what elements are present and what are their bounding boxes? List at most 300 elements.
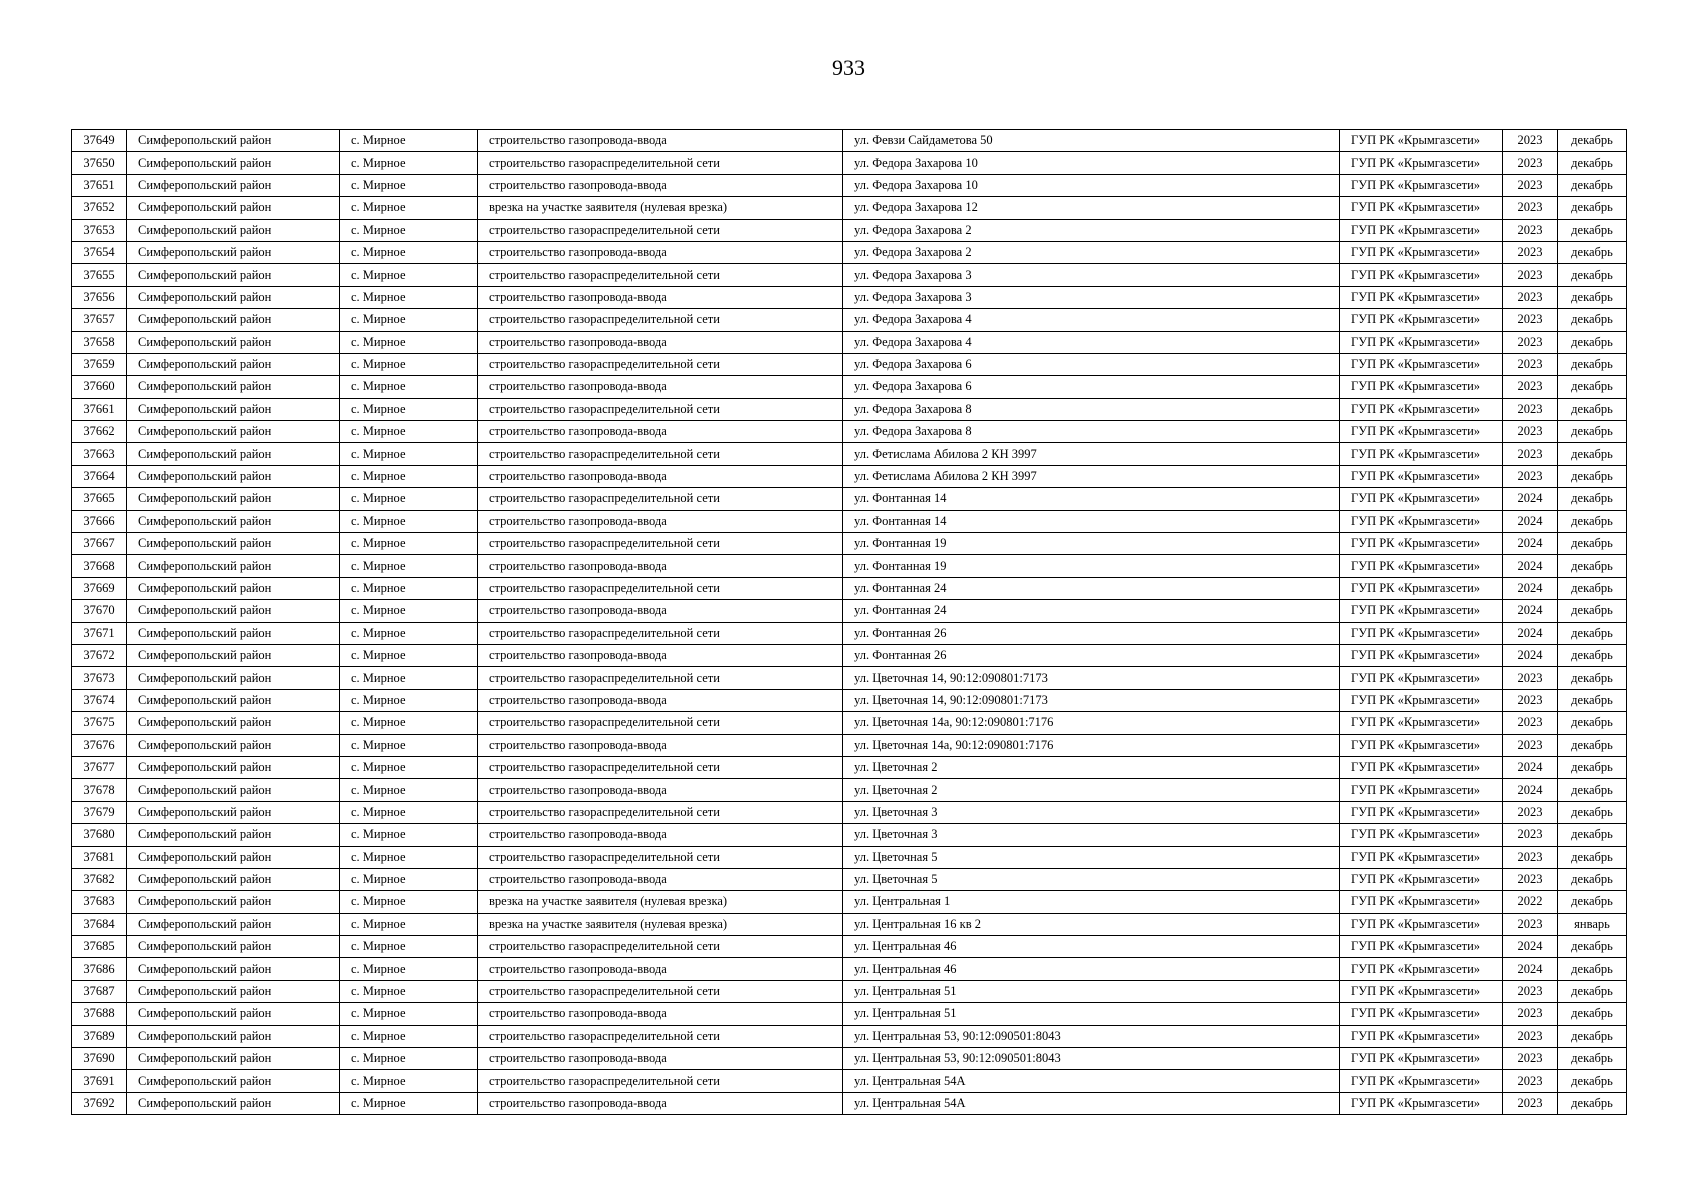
month-cell: декабрь (1558, 868, 1627, 890)
month-cell: декабрь (1558, 555, 1627, 577)
organization-cell: ГУП РК «Крымгазсети» (1340, 779, 1503, 801)
settlement-cell: с. Мирное (340, 197, 478, 219)
table-row (72, 1025, 1627, 1047)
month-cell: декабрь (1558, 353, 1627, 375)
table-row (72, 398, 1627, 420)
organization-cell: ГУП РК «Крымгазсети» (1340, 443, 1503, 465)
record-number-cell: 37689 (72, 1025, 127, 1047)
address-cell: ул. Фетислама Абилова 2 КН 3997 (843, 465, 1340, 487)
record-number-cell: 37677 (72, 756, 127, 778)
record-number-cell: 37667 (72, 533, 127, 555)
table-row (72, 980, 1627, 1002)
work-type-cell: строительство газораспределительной сети (478, 264, 843, 286)
year-cell: 2023 (1503, 286, 1558, 308)
record-number-cell: 37678 (72, 779, 127, 801)
address-cell: ул. Фетислама Абилова 2 КН 3997 (843, 443, 1340, 465)
address-cell: ул. Фонтанная 19 (843, 555, 1340, 577)
address-cell: ул. Центральная 53, 90:12:090501:8043 (843, 1048, 1340, 1070)
month-cell: декабрь (1558, 1070, 1627, 1092)
table-body (72, 130, 1627, 1115)
table-row (72, 241, 1627, 263)
district-cell: Симферопольский район (127, 421, 340, 443)
district-cell: Симферопольский район (127, 152, 340, 174)
organization-cell: ГУП РК «Крымгазсети» (1340, 465, 1503, 487)
settlement-cell: с. Мирное (340, 309, 478, 331)
year-cell: 2024 (1503, 756, 1558, 778)
work-type-cell: врезка на участке заявителя (нулевая врезка) (478, 197, 843, 219)
district-cell: Симферопольский район (127, 555, 340, 577)
table-row (72, 667, 1627, 689)
month-cell: декабрь (1558, 689, 1627, 711)
organization-cell: ГУП РК «Крымгазсети» (1340, 980, 1503, 1002)
district-cell: Симферопольский район (127, 734, 340, 756)
address-cell: ул. Центральная 54А (843, 1092, 1340, 1114)
address-cell: ул. Центральная 1 (843, 891, 1340, 913)
year-cell: 2023 (1503, 1070, 1558, 1092)
year-cell: 2023 (1503, 353, 1558, 375)
organization-cell: ГУП РК «Крымгазсети» (1340, 152, 1503, 174)
address-cell: ул. Цветочная 3 (843, 801, 1340, 823)
year-cell: 2024 (1503, 779, 1558, 801)
record-number-cell: 37673 (72, 667, 127, 689)
table-row (72, 1048, 1627, 1070)
year-cell: 2024 (1503, 600, 1558, 622)
address-cell: ул. Фонтанная 19 (843, 533, 1340, 555)
record-number-cell: 37685 (72, 936, 127, 958)
organization-cell: ГУП РК «Крымгазсети» (1340, 1003, 1503, 1025)
district-cell: Симферопольский район (127, 756, 340, 778)
address-cell: ул. Цветочная 14а, 90:12:090801:7176 (843, 734, 1340, 756)
table-row (72, 264, 1627, 286)
organization-cell: ГУП РК «Крымгазсети» (1340, 376, 1503, 398)
address-cell: ул. Февзи Сайдаметова 50 (843, 130, 1340, 152)
work-type-cell: строительство газопровода-ввода (478, 286, 843, 308)
record-number-cell: 37687 (72, 980, 127, 1002)
organization-cell: ГУП РК «Крымгазсети» (1340, 488, 1503, 510)
district-cell: Симферопольский район (127, 488, 340, 510)
table-row (72, 152, 1627, 174)
organization-cell: ГУП РК «Крымгазсети» (1340, 555, 1503, 577)
district-cell: Симферопольский район (127, 219, 340, 241)
organization-cell: ГУП РК «Крымгазсети» (1340, 331, 1503, 353)
work-type-cell: строительство газораспределительной сети (478, 1025, 843, 1047)
work-type-cell: строительство газопровода-ввода (478, 241, 843, 263)
district-cell: Симферопольский район (127, 644, 340, 666)
address-cell: ул. Фонтанная 14 (843, 488, 1340, 510)
work-type-cell: строительство газораспределительной сети (478, 980, 843, 1002)
work-type-cell: строительство газопровода-ввода (478, 376, 843, 398)
organization-cell: ГУП РК «Крымгазсети» (1340, 577, 1503, 599)
settlement-cell: с. Мирное (340, 219, 478, 241)
work-type-cell: строительство газораспределительной сети (478, 398, 843, 420)
month-cell: декабрь (1558, 510, 1627, 532)
work-type-cell: строительство газораспределительной сети (478, 577, 843, 599)
record-number-cell: 37688 (72, 1003, 127, 1025)
month-cell: декабрь (1558, 577, 1627, 599)
work-type-cell: строительство газораспределительной сети (478, 801, 843, 823)
table-row (72, 309, 1627, 331)
record-number-cell: 37649 (72, 130, 127, 152)
district-cell: Симферопольский район (127, 309, 340, 331)
settlement-cell: с. Мирное (340, 667, 478, 689)
record-number-cell: 37672 (72, 644, 127, 666)
month-cell: декабрь (1558, 824, 1627, 846)
year-cell: 2023 (1503, 1048, 1558, 1070)
work-type-cell: строительство газопровода-ввода (478, 644, 843, 666)
work-type-cell: строительство газопровода-ввода (478, 174, 843, 196)
district-cell: Симферопольский район (127, 1025, 340, 1047)
organization-cell: ГУП РК «Крымгазсети» (1340, 868, 1503, 890)
organization-cell: ГУП РК «Крымгазсети» (1340, 533, 1503, 555)
month-cell: декабрь (1558, 801, 1627, 823)
year-cell: 2024 (1503, 644, 1558, 666)
year-cell: 2023 (1503, 913, 1558, 935)
address-cell: ул. Федора Захарова 3 (843, 286, 1340, 308)
settlement-cell: с. Мирное (340, 264, 478, 286)
table-row (72, 891, 1627, 913)
work-type-cell: строительство газопровода-ввода (478, 868, 843, 890)
settlement-cell: с. Мирное (340, 443, 478, 465)
page-number: 933 (832, 55, 865, 80)
settlement-cell: с. Мирное (340, 286, 478, 308)
organization-cell: ГУП РК «Крымгазсети» (1340, 622, 1503, 644)
year-cell: 2023 (1503, 174, 1558, 196)
organization-cell: ГУП РК «Крымгазсети» (1340, 689, 1503, 711)
work-type-cell: строительство газораспределительной сети (478, 219, 843, 241)
settlement-cell: с. Мирное (340, 913, 478, 935)
settlement-cell: с. Мирное (340, 644, 478, 666)
district-cell: Симферопольский район (127, 1048, 340, 1070)
organization-cell: ГУП РК «Крымгазсети» (1340, 398, 1503, 420)
work-type-cell: строительство газораспределительной сети (478, 533, 843, 555)
district-cell: Симферопольский район (127, 868, 340, 890)
year-cell: 2023 (1503, 1025, 1558, 1047)
organization-cell: ГУП РК «Крымгазсети» (1340, 600, 1503, 622)
organization-cell: ГУП РК «Крымгазсети» (1340, 846, 1503, 868)
address-cell: ул. Цветочная 3 (843, 824, 1340, 846)
year-cell: 2024 (1503, 510, 1558, 532)
address-cell: ул. Цветочная 5 (843, 846, 1340, 868)
settlement-cell: с. Мирное (340, 824, 478, 846)
table-row (72, 846, 1627, 868)
month-cell: декабрь (1558, 622, 1627, 644)
settlement-cell: с. Мирное (340, 353, 478, 375)
settlement-cell: с. Мирное (340, 1025, 478, 1047)
organization-cell: ГУП РК «Крымгазсети» (1340, 421, 1503, 443)
address-cell: ул. Цветочная 2 (843, 779, 1340, 801)
district-cell: Симферопольский район (127, 891, 340, 913)
year-cell: 2023 (1503, 801, 1558, 823)
work-type-cell: строительство газопровода-ввода (478, 555, 843, 577)
organization-cell: ГУП РК «Крымгазсети» (1340, 958, 1503, 980)
address-cell: ул. Центральная 53, 90:12:090501:8043 (843, 1025, 1340, 1047)
year-cell: 2023 (1503, 264, 1558, 286)
settlement-cell: с. Мирное (340, 936, 478, 958)
table-row (72, 555, 1627, 577)
record-number-cell: 37682 (72, 868, 127, 890)
table-row (72, 197, 1627, 219)
work-type-cell: строительство газопровода-ввода (478, 1092, 843, 1114)
work-type-cell: строительство газораспределительной сети (478, 756, 843, 778)
year-cell: 2023 (1503, 868, 1558, 890)
district-cell: Симферопольский район (127, 1070, 340, 1092)
record-number-cell: 37683 (72, 891, 127, 913)
year-cell: 2023 (1503, 197, 1558, 219)
record-number-cell: 37669 (72, 577, 127, 599)
month-cell: декабрь (1558, 533, 1627, 555)
table-row (72, 465, 1627, 487)
address-cell: ул. Центральная 46 (843, 936, 1340, 958)
settlement-cell: с. Мирное (340, 622, 478, 644)
settlement-cell: с. Мирное (340, 1070, 478, 1092)
address-cell: ул. Центральная 16 кв 2 (843, 913, 1340, 935)
table-row (72, 824, 1627, 846)
work-type-cell: строительство газопровода-ввода (478, 331, 843, 353)
table-row (72, 958, 1627, 980)
settlement-cell: с. Мирное (340, 1003, 478, 1025)
year-cell: 2023 (1503, 980, 1558, 1002)
year-cell: 2023 (1503, 398, 1558, 420)
district-cell: Симферопольский район (127, 958, 340, 980)
work-type-cell: строительство газопровода-ввода (478, 130, 843, 152)
month-cell: декабрь (1558, 264, 1627, 286)
year-cell: 2023 (1503, 465, 1558, 487)
year-cell: 2024 (1503, 488, 1558, 510)
month-cell: декабрь (1558, 443, 1627, 465)
table-row (72, 219, 1627, 241)
month-cell: декабрь (1558, 958, 1627, 980)
settlement-cell: с. Мирное (340, 891, 478, 913)
table-row (72, 533, 1627, 555)
month-cell: декабрь (1558, 219, 1627, 241)
work-type-cell: строительство газопровода-ввода (478, 734, 843, 756)
month-cell: декабрь (1558, 286, 1627, 308)
record-number-cell: 37661 (72, 398, 127, 420)
table-row (72, 510, 1627, 532)
table-row (72, 1003, 1627, 1025)
record-number-cell: 37657 (72, 309, 127, 331)
work-type-cell: строительство газораспределительной сети (478, 488, 843, 510)
district-cell: Симферопольский район (127, 577, 340, 599)
district-cell: Симферопольский район (127, 130, 340, 152)
record-number-cell: 37650 (72, 152, 127, 174)
work-type-cell: строительство газораспределительной сети (478, 846, 843, 868)
address-cell: ул. Федора Захарова 4 (843, 331, 1340, 353)
district-cell: Симферопольский район (127, 510, 340, 532)
work-type-cell: строительство газораспределительной сети (478, 309, 843, 331)
settlement-cell: с. Мирное (340, 958, 478, 980)
month-cell: декабрь (1558, 130, 1627, 152)
organization-cell: ГУП РК «Крымгазсети» (1340, 264, 1503, 286)
year-cell: 2023 (1503, 219, 1558, 241)
district-cell: Симферопольский район (127, 331, 340, 353)
work-type-cell: строительство газопровода-ввода (478, 465, 843, 487)
settlement-cell: с. Мирное (340, 241, 478, 263)
record-number-cell: 37656 (72, 286, 127, 308)
address-cell: ул. Центральная 54А (843, 1070, 1340, 1092)
table-row (72, 712, 1627, 734)
month-cell: декабрь (1558, 241, 1627, 263)
address-cell: ул. Центральная 51 (843, 1003, 1340, 1025)
table-row (72, 600, 1627, 622)
address-cell: ул. Цветочная 14а, 90:12:090801:7176 (843, 712, 1340, 734)
record-number-cell: 37660 (72, 376, 127, 398)
table-row (72, 130, 1627, 152)
record-number-cell: 37652 (72, 197, 127, 219)
table-row (72, 734, 1627, 756)
work-type-cell: строительство газораспределительной сети (478, 1070, 843, 1092)
month-cell: декабрь (1558, 152, 1627, 174)
settlement-cell: с. Мирное (340, 421, 478, 443)
organization-cell: ГУП РК «Крымгазсети» (1340, 353, 1503, 375)
month-cell: декабрь (1558, 644, 1627, 666)
district-cell: Симферопольский район (127, 1092, 340, 1114)
address-cell: ул. Фонтанная 26 (843, 622, 1340, 644)
work-type-cell: строительство газопровода-ввода (478, 600, 843, 622)
address-cell: ул. Фонтанная 24 (843, 600, 1340, 622)
district-cell: Симферопольский район (127, 980, 340, 1002)
year-cell: 2023 (1503, 331, 1558, 353)
table-row (72, 801, 1627, 823)
gas-works-table (71, 129, 1627, 1115)
year-cell: 2023 (1503, 667, 1558, 689)
address-cell: ул. Цветочная 5 (843, 868, 1340, 890)
district-cell: Симферопольский район (127, 913, 340, 935)
year-cell: 2023 (1503, 376, 1558, 398)
table-row (72, 421, 1627, 443)
year-cell: 2023 (1503, 152, 1558, 174)
address-cell: ул. Федора Захарова 3 (843, 264, 1340, 286)
work-type-cell: строительство газопровода-ввода (478, 779, 843, 801)
year-cell: 2023 (1503, 824, 1558, 846)
year-cell: 2022 (1503, 891, 1558, 913)
district-cell: Симферопольский район (127, 465, 340, 487)
month-cell: декабрь (1558, 1003, 1627, 1025)
settlement-cell: с. Мирное (340, 174, 478, 196)
settlement-cell: с. Мирное (340, 868, 478, 890)
address-cell: ул. Центральная 51 (843, 980, 1340, 1002)
settlement-cell: с. Мирное (340, 1092, 478, 1114)
work-type-cell: строительство газопровода-ввода (478, 689, 843, 711)
month-cell: декабрь (1558, 980, 1627, 1002)
year-cell: 2024 (1503, 555, 1558, 577)
month-cell: январь (1558, 913, 1627, 935)
district-cell: Симферопольский район (127, 443, 340, 465)
record-number-cell: 37662 (72, 421, 127, 443)
settlement-cell: с. Мирное (340, 376, 478, 398)
district-cell: Симферопольский район (127, 1003, 340, 1025)
year-cell: 2023 (1503, 1092, 1558, 1114)
record-number-cell: 37671 (72, 622, 127, 644)
work-type-cell: строительство газораспределительной сети (478, 712, 843, 734)
record-number-cell: 37684 (72, 913, 127, 935)
organization-cell: ГУП РК «Крымгазсети» (1340, 913, 1503, 935)
settlement-cell: с. Мирное (340, 398, 478, 420)
year-cell: 2023 (1503, 734, 1558, 756)
district-cell: Симферопольский район (127, 600, 340, 622)
record-number-cell: 37666 (72, 510, 127, 532)
table-row (72, 779, 1627, 801)
address-cell: ул. Федора Захарова 2 (843, 241, 1340, 263)
work-type-cell: строительство газопровода-ввода (478, 1003, 843, 1025)
record-number-cell: 37651 (72, 174, 127, 196)
address-cell: ул. Федора Захарова 2 (843, 219, 1340, 241)
work-type-cell: строительство газораспределительной сети (478, 936, 843, 958)
work-type-cell: врезка на участке заявителя (нулевая врезка) (478, 913, 843, 935)
settlement-cell: с. Мирное (340, 712, 478, 734)
table-row (72, 689, 1627, 711)
record-number-cell: 37670 (72, 600, 127, 622)
organization-cell: ГУП РК «Крымгазсети» (1340, 241, 1503, 263)
month-cell: декабрь (1558, 174, 1627, 196)
record-number-cell: 37664 (72, 465, 127, 487)
record-number-cell: 37692 (72, 1092, 127, 1114)
address-cell: ул. Федора Захарова 6 (843, 353, 1340, 375)
table-row (72, 1092, 1627, 1114)
address-cell: ул. Цветочная 14, 90:12:090801:7173 (843, 689, 1340, 711)
record-number-cell: 37680 (72, 824, 127, 846)
month-cell: декабрь (1558, 1092, 1627, 1114)
month-cell: декабрь (1558, 197, 1627, 219)
month-cell: декабрь (1558, 600, 1627, 622)
district-cell: Симферопольский район (127, 533, 340, 555)
record-number-cell: 37663 (72, 443, 127, 465)
year-cell: 2023 (1503, 443, 1558, 465)
settlement-cell: с. Мирное (340, 756, 478, 778)
address-cell: ул. Федора Захарова 10 (843, 152, 1340, 174)
settlement-cell: с. Мирное (340, 980, 478, 1002)
address-cell: ул. Фонтанная 14 (843, 510, 1340, 532)
record-number-cell: 37679 (72, 801, 127, 823)
month-cell: декабрь (1558, 376, 1627, 398)
work-type-cell: строительство газораспределительной сети (478, 667, 843, 689)
settlement-cell: с. Мирное (340, 510, 478, 532)
organization-cell: ГУП РК «Крымгазсети» (1340, 824, 1503, 846)
work-type-cell: строительство газораспределительной сети (478, 622, 843, 644)
address-cell: ул. Федора Захарова 12 (843, 197, 1340, 219)
year-cell: 2023 (1503, 689, 1558, 711)
settlement-cell: с. Мирное (340, 465, 478, 487)
month-cell: декабрь (1558, 398, 1627, 420)
work-type-cell: строительство газораспределительной сети (478, 152, 843, 174)
organization-cell: ГУП РК «Крымгазсети» (1340, 309, 1503, 331)
record-number-cell: 37668 (72, 555, 127, 577)
year-cell: 2024 (1503, 577, 1558, 599)
address-cell: ул. Цветочная 2 (843, 756, 1340, 778)
settlement-cell: с. Мирное (340, 1048, 478, 1070)
address-cell: ул. Фонтанная 24 (843, 577, 1340, 599)
district-cell: Симферопольский район (127, 689, 340, 711)
table-row (72, 331, 1627, 353)
settlement-cell: с. Мирное (340, 846, 478, 868)
settlement-cell: с. Мирное (340, 577, 478, 599)
month-cell: декабрь (1558, 421, 1627, 443)
organization-cell: ГУП РК «Крымгазсети» (1340, 891, 1503, 913)
record-number-cell: 37690 (72, 1048, 127, 1070)
settlement-cell: с. Мирное (340, 801, 478, 823)
year-cell: 2024 (1503, 533, 1558, 555)
work-type-cell: строительство газораспределительной сети (478, 353, 843, 375)
organization-cell: ГУП РК «Крымгазсети» (1340, 510, 1503, 532)
work-type-cell: строительство газопровода-ввода (478, 421, 843, 443)
table-row (72, 868, 1627, 890)
month-cell: декабрь (1558, 465, 1627, 487)
settlement-cell: с. Мирное (340, 734, 478, 756)
work-type-cell: строительство газопровода-ввода (478, 1048, 843, 1070)
record-number-cell: 37691 (72, 1070, 127, 1092)
table-row (72, 174, 1627, 196)
settlement-cell: с. Мирное (340, 689, 478, 711)
